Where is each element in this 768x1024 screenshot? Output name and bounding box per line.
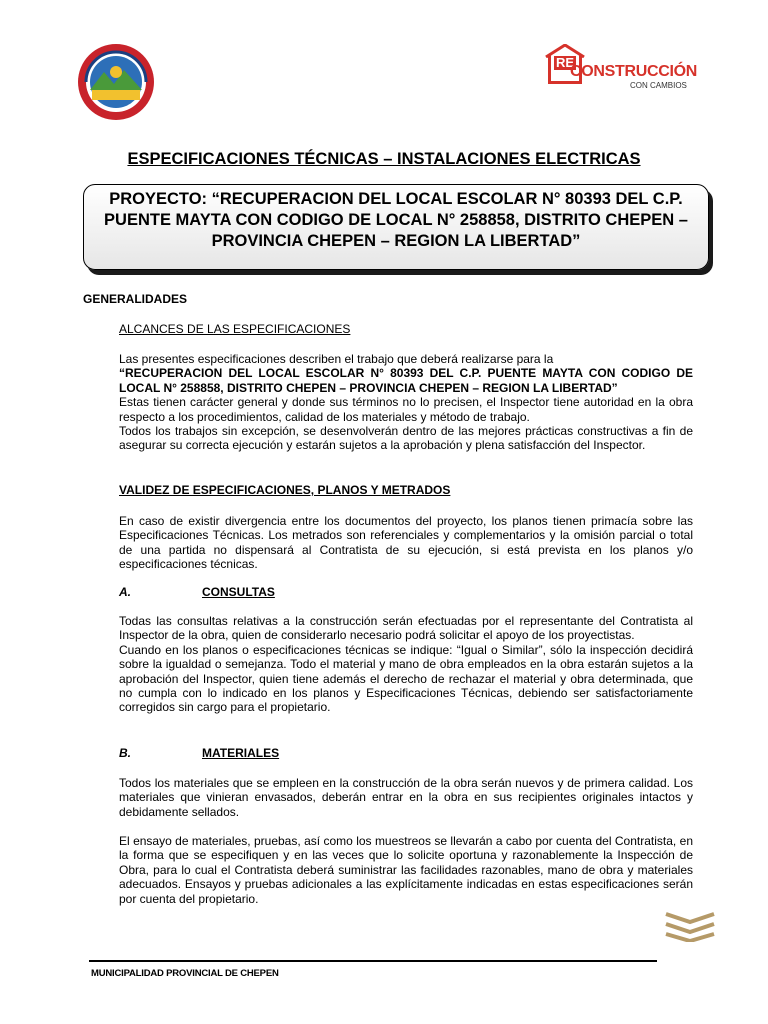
alcances-intro: Las presentes especificaciones describen el trabajo que deberá realizarse para la [119, 352, 554, 366]
letter-b: B. [119, 746, 131, 760]
alcances-p2: Todos los trabajos sin excepción, se desenvolverán dentro de las mejores prácticas constructivas a fin de asegurar su correcta ejecución y estarán sujetos a la aprobación y plena satisfacción del Inspector. [119, 424, 693, 453]
alcances-p1: Estas tienen carácter general y donde sus términos no lo precisen, el Inspector tiene autoridad en la obra respecto a los procedimientos, calidad de los materiales y método de trabajo. [119, 395, 693, 424]
logo-re: RE [556, 55, 575, 70]
materiales-p2: El ensayo de materiales, pruebas, así como los muestreos se llevarán a cabo por cuenta del Contratista, en la forma que se especifiquen y en las veces que lo solicite oportuna y razonablemente la Inspección de Obra, para lo cual el Contratista deberá suministrar las facilidades razonables, mano de obra y materiales adecuados. Ensayos y pruebas adicionales a las explícitamente indicadas en estas especificaciones serán por cuenta del propietario. [119, 834, 693, 906]
heading-materiales: MATERIALES [202, 746, 280, 760]
footer-divider [89, 960, 657, 962]
alcances-project: “RECUPERACION DEL LOCAL ESCOLAR N° 80393 DEL C.P. PUENTE MAYTA CON CODIGO DE LOCAL N° 258858, DISTRITO CHEPEN – PROVINCIA CHEPEN – REGION LA LIBERTAD” [119, 366, 693, 395]
footer-text: MUNICIPALIDAD PROVINCIAL DE CHEPEN [91, 968, 279, 979]
consultas-p2: Cuando en los planos o especificaciones técnicas se indique: “Igual o Similar”, sólo la inspección decidirá sobre la igualdad o semejanza. Todo el material y mano de obra empleados en la obra estarán sujetos a la aprobación del Inspector, quien tiene además el derecho de rechazar el material y obra determinada, que no cumpla con lo indicado en los planos y Especificaciones Técnicas, debiendo ser satisfactoriamente corregidos sin cargo para el propietario. [119, 642, 693, 715]
project-box [83, 184, 709, 270]
consultas-body [119, 614, 693, 715]
heading-consultas: CONSULTAS [202, 585, 275, 599]
heading-validez: VALIDEZ DE ESPECIFICACIONES, PLANOS Y METRADOS [119, 483, 451, 497]
chevron-ornament-icon [664, 912, 716, 942]
project-text: PROYECTO: “RECUPERACION DEL LOCAL ESCOLAR N° 80393 DEL C.P. PUENTE MAYTA CON CODIGO DE LOCAL N° 258858, DISTRITO CHEPEN – PROVINCIA CHEPEN – REGION LA LIBERTAD” [104, 190, 688, 250]
municipal-seal-icon [76, 42, 156, 122]
consultas-p1: Todas las consultas relativas a la construcción serán efectuadas por el representante del Contratista al Inspector de la obra, quien de considerarlo necesario podrá solicitar el apoyo de los proyectistas. [119, 614, 693, 643]
validez-p1: En caso de existir divergencia entre los documentos del proyecto, los planos tienen primacía sobre las Especificaciones Técnicas. Los metrados son referenciales y complementarios y la omisión parcial o total de una partida no dispensará al Contratista de su ejecución, si está prevista en los planos y/o especificaciones técnicas. [119, 514, 693, 572]
document-title: ESPECIFICACIONES TÉCNICAS – INSTALACIONES ELECTRICAS [127, 150, 641, 168]
logo-word: CONSTRUCCIÓN [570, 63, 698, 80]
reconstruccion-logo-icon [548, 44, 698, 96]
logo-subtitle: CON CAMBIOS [630, 81, 687, 90]
materiales-p1: Todos los materiales que se empleen en la construcción de la obra serán nuevos y de primera calidad. Los materiales que vinieran envasados, deberán entrar en la obra en sus recipientes originales intactos y debidamente sellados. [119, 776, 693, 819]
heading-alcances: ALCANCES DE LAS ESPECIFICACIONES [119, 322, 351, 336]
alcances-body [119, 352, 693, 453]
letter-a: A. [119, 585, 131, 599]
section-generalidades: GENERALIDADES [83, 292, 188, 306]
